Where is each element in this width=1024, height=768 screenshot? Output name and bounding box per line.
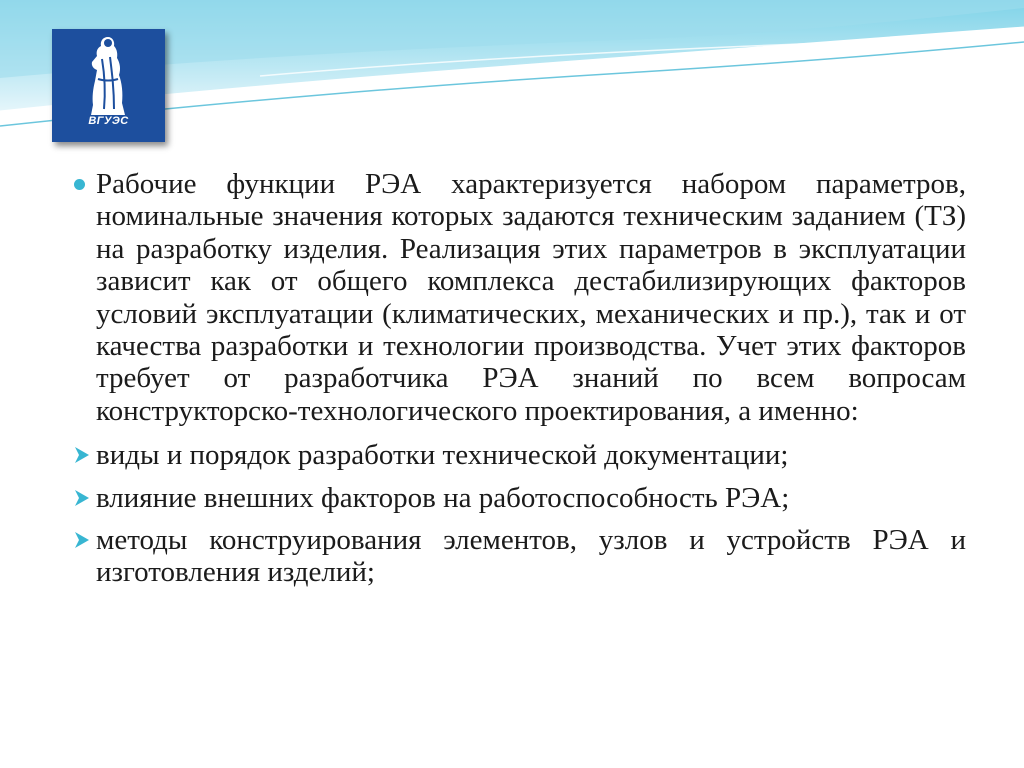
arrow-bullet-icon — [72, 530, 92, 550]
logo-text: ВГУЭС — [88, 115, 129, 127]
list-item — [72, 168, 966, 427]
list-item-text: Рабочие функции РЭА характеризуется набором параметров, номинальные значения которых задаются техническим заданием (ТЗ) на разработку изделия. Реализация этих параметров в эксплуатации зависит как от общего комплекса дестабилизирующих факторов условий эксплуатации (климатических, механических и пр.), так и от качества разработки и технологии производства. Учет этих факторов требует от разработчика РЭА знаний по всем вопросам конструкторско-технологического проектирования, а именно: — [96, 168, 966, 427]
list-item-text: методы конструирования элементов, узлов и устройств РЭА и изготовления изделий; — [96, 524, 966, 589]
list-item — [72, 439, 966, 471]
list-item-text: влияние внешних факторов на работоспособность РЭА; — [96, 481, 790, 514]
arrow-bullet-icon — [72, 445, 92, 465]
list-item — [72, 524, 966, 589]
university-logo — [52, 29, 165, 142]
list-item — [72, 482, 966, 514]
list-item-text: виды и порядок разработки технической документации; — [96, 439, 789, 472]
bullet-list — [72, 168, 966, 599]
arrow-bullet-icon — [72, 488, 92, 508]
